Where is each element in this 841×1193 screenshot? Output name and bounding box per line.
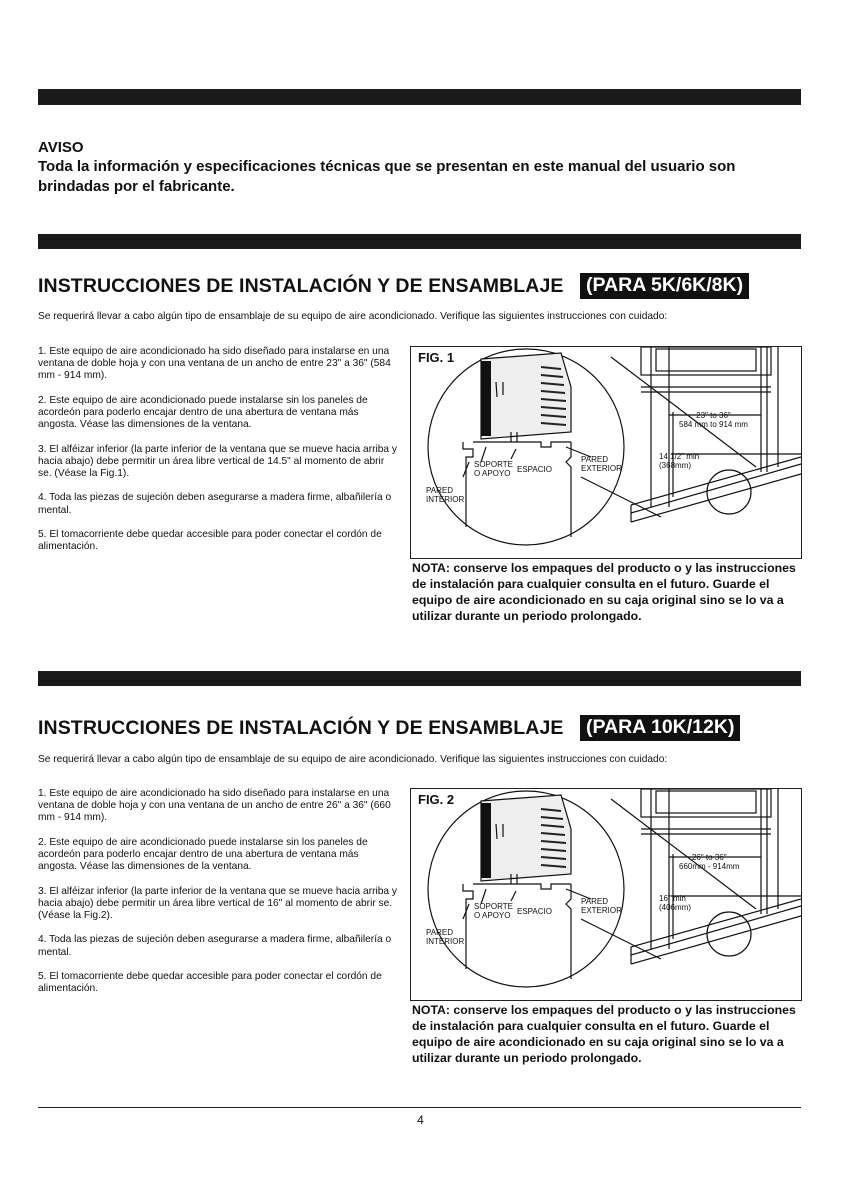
section-1-nota: NOTA: conserve los empaques del producto o y las instrucciones de instalación para cualquier consulta en el futuro. Guarde el equipo de aire acondicionado en su caja original sino se lo va a utilizar durante un periodo prolongado.	[412, 561, 796, 623]
label-pared-exterior: PARED EXTERIOR	[581, 455, 622, 473]
step-item: 5. El tomacorriente debe quedar accesible para poder conectar el cordón de alimentación.	[38, 970, 382, 995]
label-soporte: SOPORTE O APOYO	[474, 460, 513, 478]
section-1-steps	[38, 346, 400, 566]
step-item: 1. Este equipo de aire acondicionado ha sido diseñado para instalarse en una ventana de doble hoja y con una ventana de un ancho de entre 23" a 36" (584 mm - 914 mm).	[38, 346, 391, 382]
figure-1	[410, 346, 802, 559]
label-height-dim: 16" min (406mm)	[659, 894, 692, 912]
step-item: 3. El alféizar inferior (la parte inferior de la ventana que se mueve hacia arriba y hacia abajo) debe permitir un área libre vertical de 16" al momento de abrir se. (Véase la Fig.2).	[38, 885, 398, 921]
step-item: 4. Toda las piezas de sujeción deben asegurarse a madera firme, albañilería o mental.	[38, 934, 392, 958]
step-item: 3. El alféizar inferior (la parte inferior de la ventana que se mueve hacia arriba y hacia abajo) debe permitir un área libre vertical de 14.5" al momento de abrir se. (Véase la Fig.1).	[38, 443, 398, 479]
step-item: 2. Este equipo de aire acondicionado puede instalarse sin los paneles de acordeón para poderlo encajar dentro de una abertura de ventana más angosta. Véase las dimensiones de la ventana.	[38, 836, 368, 873]
section-2-badge: (PARA 10K/12K)	[580, 715, 740, 741]
figure-2	[410, 788, 802, 1001]
section-1-title: INSTRUCCIONES DE INSTALACIÓN Y DE ENSAMBLAJE	[38, 275, 564, 297]
section-2-bar	[38, 671, 801, 686]
section-1-badge: (PARA 5K/6K/8K)	[580, 273, 749, 299]
footer-line	[38, 1107, 801, 1108]
label-width-dim: 23" to 36" 584 mm to 914 mm	[679, 411, 748, 429]
section-1-bar	[38, 234, 801, 249]
label-height-dim: 14 1/2" min (368mm)	[659, 452, 700, 470]
step-item: 5. El tomacorriente debe quedar accesible para poder conectar el cordón de alimentación.	[38, 528, 382, 553]
section-2-title: INSTRUCCIONES DE INSTALACIÓN Y DE ENSAMBLAJE	[38, 717, 564, 739]
label-espacio: ESPACIO	[517, 907, 552, 916]
page-number: 4	[417, 1113, 424, 1127]
label-espacio: ESPACIO	[517, 465, 552, 474]
section-1-intro: Se requerirá llevar a cabo algún tipo de ensamblaje de su equipo de aire acondicionado. Verifique las siguientes instrucciones con cuidado:	[38, 311, 668, 322]
label-pared-exterior: PARED EXTERIOR	[581, 897, 622, 915]
step-item: 4. Toda las piezas de sujeción deben asegurarse a madera firme, albañilería o mental.	[38, 492, 392, 516]
label-soporte: SOPORTE O APOYO	[474, 902, 513, 920]
step-item: 2. Este equipo de aire acondicionado puede instalarse sin los paneles de acordeón para poderlo encajar dentro de una abertura de ventana más angosta. Véase las dimensiones de la ventana.	[38, 394, 368, 431]
label-pared-interior: PARED INTERIOR	[426, 486, 465, 504]
label-pared-interior: PARED INTERIOR	[426, 928, 465, 946]
step-item: 1. Este equipo de aire acondicionado ha sido diseñado para instalarse en una ventana de doble hoja y con una ventana de un ancho de entre 26" a 36" (660 mm - 914 mm).	[38, 788, 391, 824]
figure-label: FIG. 2	[418, 792, 455, 807]
section-2-steps	[38, 788, 400, 1008]
installation-diagram	[411, 789, 801, 1000]
section-2-nota: NOTA: conserve los empaques del producto o y las instrucciones de instalación para cualquier consulta en el futuro. Guarde el equipo de aire acondicionado en su caja original sino se lo va a utilizar durante un periodo prolongado.	[412, 1003, 796, 1065]
aviso-title: AVISO	[38, 139, 84, 156]
installation-diagram	[411, 347, 801, 558]
section-2-intro: Se requerirá llevar a cabo algún tipo de ensamblaje de su equipo de aire acondicionado. Verifique las siguientes instrucciones con cuidado:	[38, 754, 668, 765]
aviso-text: Toda la información y especificaciones técnicas que se presentan en este manual del usuario son brindadas por el fabricante.	[38, 158, 736, 195]
figure-label: FIG. 1	[418, 350, 455, 365]
header-bar	[38, 89, 801, 105]
label-width-dim: 26" to 36" 660mm - 914mm	[679, 853, 740, 871]
